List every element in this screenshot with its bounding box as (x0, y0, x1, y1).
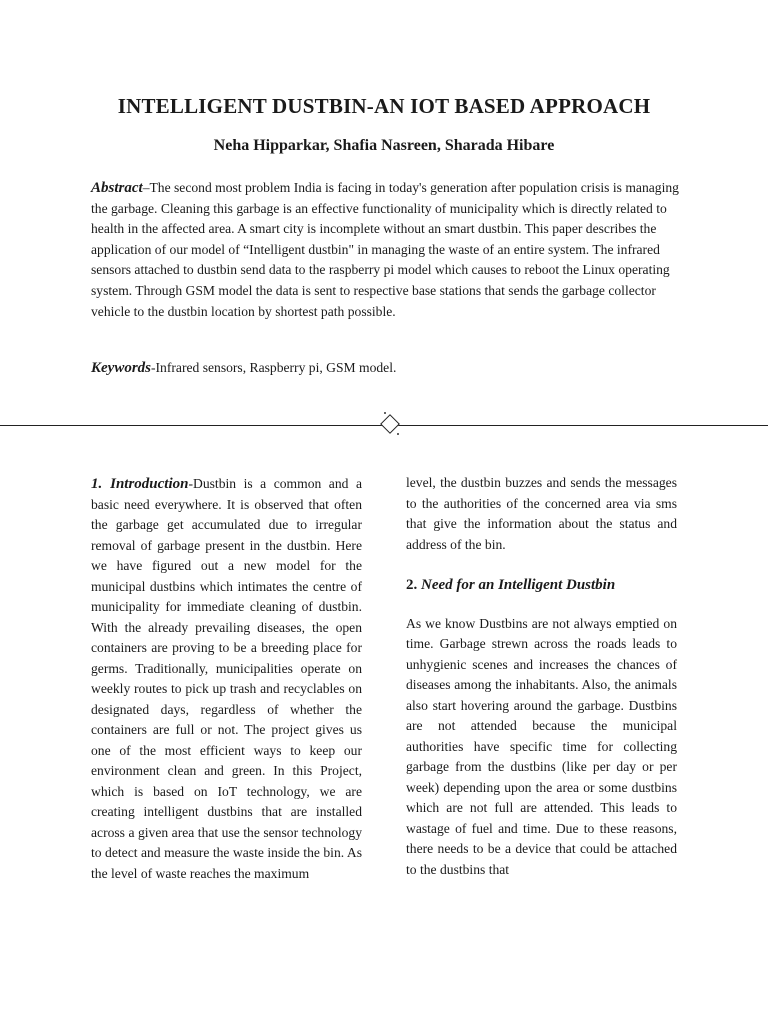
keywords-label: Keywords (91, 360, 151, 376)
introduction-paragraph (91, 474, 362, 884)
keywords-text: -Infrared sensors, Raspberry pi, GSM model. (151, 360, 397, 375)
need-paragraph: As we know Dustbins are not always emptied on time. Garbage strewn across the roads leads to unhygienic scenes and increases the chances of diseases among the inhabitants. Also, the animals also start hovering around the garbage. Dustbins are not attended because the municipal authorities have specific time for collecting garbage from the dustbins (like per day or per week) depending upon the area or some dustbins which are not full are attended. This leads to wastage of fuel and time. Due to these reasons, there needs to be a device that could be attached to the dustbins that (406, 615, 677, 877)
divider-dot-icon (397, 433, 399, 435)
abstract-label: Abstract (91, 180, 143, 196)
need-heading-text: Need for an Intelligent Dustbin (421, 577, 616, 593)
paper-title: INTELLIGENT DUSTBIN-AN IOT BASED APPROACH (117, 94, 651, 118)
abstract-text: –The second most problem India is facing in today's generation after population crisis is managing the garbage. Cleaning this garbage is an effective functionality of municipality which is directly related to health in the affected area. A smart city is incomplete without an smart dustbin. This paper describes the application of our model of “Intelligent dustbin" in managing the waste of an entire system. The infrared sensors attached to dustbin send data to the raspberry pi model which causes to reboot the Linux operating system. Through GSM model the data is sent to respective base stations that sends the garbage collector vehicle to the dustbin location by shortest path possible. (91, 180, 679, 319)
right-column (406, 473, 677, 880)
introduction-heading: 1. Introduction (91, 476, 189, 492)
divider-dot-icon (384, 412, 386, 414)
introduction-continued: level, the dustbin buzzes and sends the messages to the authorities of the concerned area via sms that give the information about the status and address of the bin. (406, 475, 677, 552)
divider-diamond-icon (380, 414, 400, 434)
left-column (91, 474, 362, 884)
need-heading (406, 575, 677, 596)
paper-authors: Neha Hipparkar, Shafia Nasreen, Sharada Hibare (213, 137, 555, 154)
need-heading-number: 2. (406, 577, 421, 593)
abstract (91, 178, 679, 322)
keywords (91, 358, 679, 378)
introduction-text: -Dustbin is a common and a basic need everywhere. It is observed that often the garbage get accumulated due to irregular removal of garbage present in the dustbin. Here we have figured out a new model for the municipal dustbins which intimates the centre of municipality for immediate cleaning of dustbin. With the already prevailing diseases, the open containers are proving to be a breeding place for germs. Traditionally, municipalities operate on weekly routes to pick up trash and recyclables on designated days, regardless of whether the containers are full or not. The project gives us one of the most efficient ways to keep our environment clean and green. In this Project, which is based on IoT technology, we are creating intelligent dustbins that are installed across a given area that use the sensor technology to detect and measure the waste inside the bin. As the level of waste reaches the maximum (91, 476, 362, 881)
